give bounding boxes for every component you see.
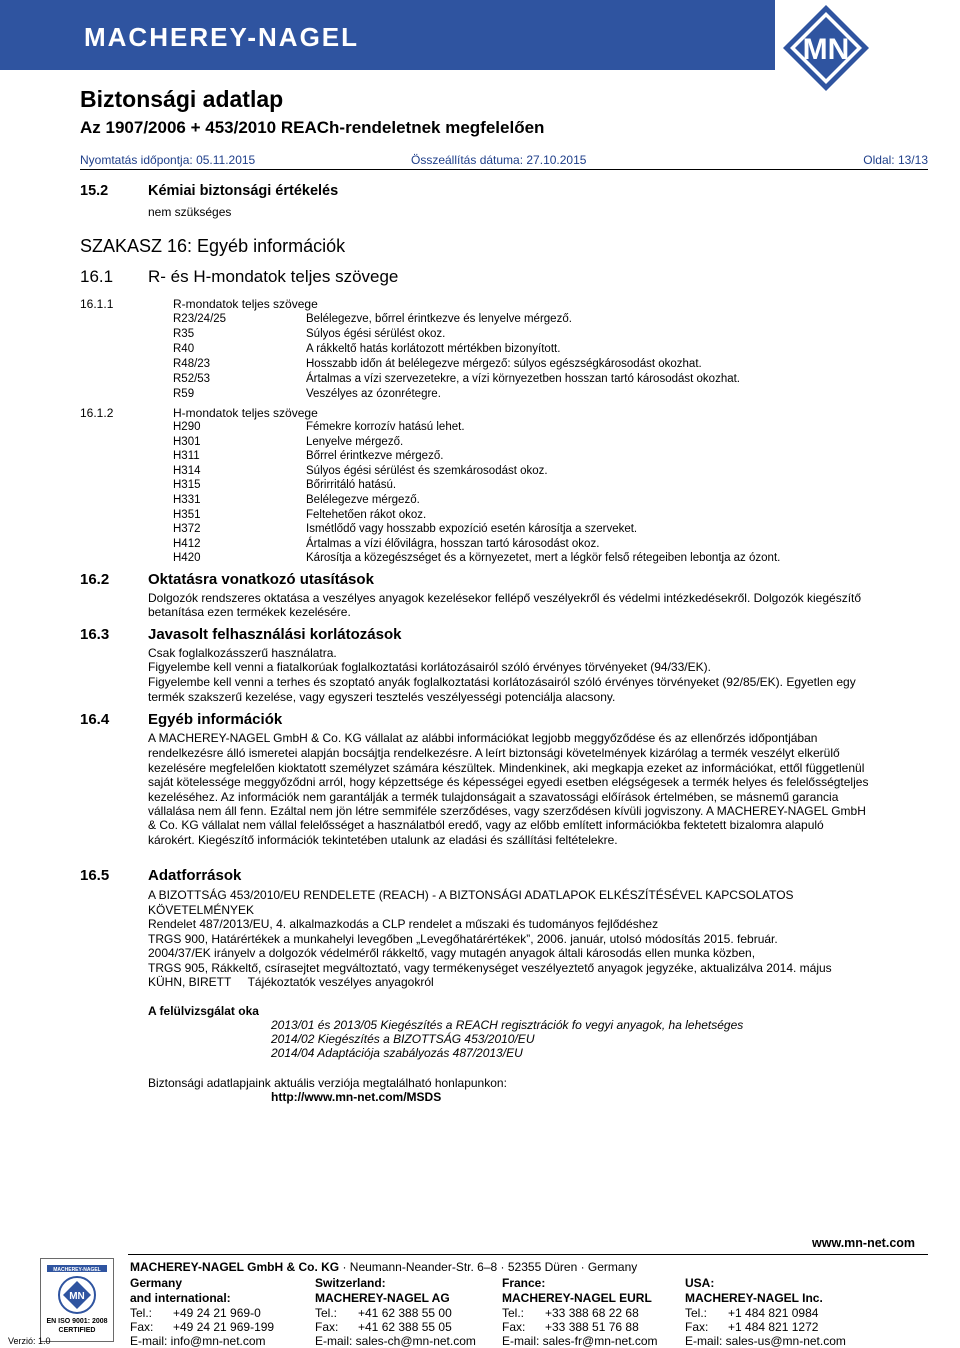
- footer-col-subheading: MACHEREY-NAGEL Inc.: [685, 1291, 823, 1305]
- iso-certificate-badge: [40, 1258, 114, 1342]
- h-phrase-text: Súlyos égési sérülést és szemkárosodást okoz.: [306, 464, 548, 477]
- h-phrase-text: Bőrrel érintkezve mérgező.: [306, 450, 444, 463]
- section-16-5-line: KÜHN, BIRETT Tájékoztatók veszélyes anyagokról: [148, 975, 434, 989]
- footer-fax: +1 484 821 1272: [728, 1320, 819, 1334]
- section-16-4-title: Egyéb információk: [148, 711, 283, 728]
- r-phrase-code: R35: [173, 328, 195, 340]
- page-subtitle: Az 1907/2006 + 453/2010 REACh-rendeletnek megfelelően: [80, 118, 545, 137]
- section-16-5-line: TRGS 900, Határértékek a munkahelyi levegőben „Levegőhatárértékek”, 2006. január, utolsó módosítás 2015. február.: [148, 932, 778, 946]
- footer-fax-label: Fax:: [502, 1320, 526, 1334]
- section-16-5-line: TRGS 905, Rákkeltő, csírasejtet megváltoztató, vagy termékenységet veszélyeztető anyagok jegyzéke, aktualizálva 2014. május: [148, 961, 832, 975]
- r-phrase-code: R48/23: [173, 358, 211, 370]
- website-text: Biztonsági adatlapjaink aktuális verziója megtalálható honlapunkon:: [148, 1076, 507, 1090]
- r-phrase-code: R59: [173, 388, 195, 400]
- certificate-text: EN ISO 9001: 2008 CERTIFIED: [46, 1318, 108, 1334]
- section-16-4-line: vállalása nem áll fenn. Ezáltal nem jön létre semmiféle szerződéses, vagy szerződésen kívüli jogviszony. A MACHEREY-NAGEL GmbH: [148, 804, 866, 818]
- section-16-4-line: saját kötelessége meggyőződni arról, hogy képzettsége és képességei egyedi esetben elégségesek a termék helyes és felelősségteljes: [148, 775, 869, 789]
- r-phrase-text: Hosszabb időn át belélegezve mérgező: súlyos egészségkárosodást okozhat.: [306, 358, 702, 370]
- section-16-4-line: A MACHEREY-NAGEL GmbH & Co. KG vállalat az alábbi információkat legjobb meggyőződése és az ellenőrzés időpontjában: [148, 731, 818, 745]
- footer-address-line: [130, 1260, 637, 1274]
- footer-tel: +33 388 68 22 68: [545, 1306, 639, 1320]
- footer-divider: [128, 1254, 928, 1255]
- h-phrase-code: H311: [173, 450, 200, 463]
- footer-email[interactable]: E-mail: sales-fr@mn-net.com: [502, 1334, 658, 1348]
- footer-email[interactable]: E-mail: sales-us@mn-net.com: [685, 1334, 846, 1348]
- h-phrase-text: Feltehetően rákot okoz.: [306, 508, 427, 521]
- review-item: 2014/04 Adaptációja szabályozás 487/2013/EU: [271, 1046, 523, 1060]
- r-phrase-text: Súlyos égési sérülést okoz.: [306, 328, 446, 340]
- header-divider: [80, 169, 928, 170]
- r-phrase-text: A rákkeltő hatás korlátozott mértékben bizonyított.: [306, 343, 561, 355]
- footer-tel-label: Tel.:: [502, 1306, 525, 1320]
- section-16-3-number: 16.3: [80, 626, 110, 643]
- msds-link[interactable]: http://www.mn-net.com/MSDS: [271, 1090, 442, 1104]
- svg-text:MACHEREY-NAGEL: MACHEREY-NAGEL: [53, 1267, 101, 1273]
- r-phrase-code: R40: [173, 343, 195, 355]
- footer-fax-label: Fax:: [685, 1320, 709, 1334]
- review-item: 2014/02 Kiegészítés a BIZOTTSÁG 453/2010/EU: [271, 1032, 535, 1046]
- footer-tel-label: Tel.:: [130, 1306, 153, 1320]
- section-16-2-line: betanítása ezen termékek kezelésére.: [148, 605, 351, 619]
- h-phrase-text: Ártalmas a vízi élővilágra, hosszan tartó károsodást okoz.: [306, 537, 600, 550]
- section-16-title: SZAKASZ 16: Egyéb információk: [80, 236, 346, 256]
- section-16-2-line: Dolgozók rendszeres oktatása a veszélyes anyagok kezelésekor fellépő veszélyekről és védelmi intézkedésekről. Dolgozók kiegészítő: [148, 591, 862, 605]
- r-phrase-text: Belélegezve, bőrrel érintkezve és lenyelve mérgező.: [306, 313, 572, 325]
- section-16-1-1-number: 16.1.1: [80, 297, 114, 311]
- footer-fax: +49 24 21 969-199: [173, 1320, 275, 1334]
- section-16-1-title: R- és H-mondatok teljes szövege: [148, 267, 399, 286]
- h-phrase-code: H301: [173, 435, 201, 448]
- section-16-2-number: 16.2: [80, 571, 110, 588]
- section-16-5-line: KÖVETELMÉNYEK: [148, 903, 255, 917]
- review-label: A felülvizsgálat oka: [148, 1004, 259, 1018]
- page-title: Biztonsági adatlap: [80, 86, 284, 112]
- h-phrase-code: H314: [173, 464, 201, 477]
- h-phrase-code: H372: [173, 523, 201, 536]
- footer-website[interactable]: www.mn-net.com: [812, 1236, 916, 1250]
- footer-col-heading: France:: [502, 1276, 546, 1290]
- mn-logo-icon: [780, 2, 872, 94]
- section-16-5-line: 2004/37/EK irányelv a dolgozók védelméről rákkeltő, vagy mutagén anyagok általi károsodás ellen munka közben,: [148, 946, 756, 960]
- section-16-3-line: termék szakszerű kezelése, vagy egyszeri tesztelés veszélyességi potenciálja alacsony.: [148, 690, 616, 704]
- section-16-1-2-number: 16.1.2: [80, 406, 114, 420]
- h-phrase-code: H315: [173, 479, 201, 492]
- section-16-1-number: 16.1: [80, 267, 114, 286]
- footer-col-subheading: and international:: [130, 1291, 231, 1305]
- page-number: Oldal: 13/13: [863, 153, 928, 167]
- h-phrase-text: Ismétlődő vagy hosszabb expozíció esetén károsítja a szerveket.: [306, 523, 638, 536]
- brand-name: MACHEREY-NAGEL: [84, 22, 360, 52]
- section-16-2-title: Oktatásra vonatkozó utasítások: [148, 571, 374, 588]
- footer-col-subheading: MACHEREY-NAGEL EURL: [502, 1291, 652, 1305]
- review-item: 2013/01 és 2013/05 Kiegészítés a REACH regisztrációk fo vegyi anyagok, ha lehetséges: [271, 1018, 744, 1032]
- section-16-4-number: 16.4: [80, 711, 110, 728]
- compile-date: Összeállítás dátuma: 27.10.2015: [411, 153, 587, 167]
- section-15-2-title: Kémiai biztonsági értékelés: [148, 183, 339, 199]
- footer-col-heading: Switzerland:: [315, 1276, 386, 1290]
- footer-fax: +33 388 51 76 88: [545, 1320, 639, 1334]
- footer-tel-label: Tel.:: [315, 1306, 338, 1320]
- svg-text:MN: MN: [69, 1291, 85, 1302]
- r-phrase-code: R23/24/25: [173, 313, 227, 325]
- section-16-3-line: Csak foglalkozásszerű használatra.: [148, 646, 337, 660]
- footer-fax-label: Fax:: [130, 1320, 154, 1334]
- r-phrase-text: Veszélyes az ózonrétegre.: [306, 388, 441, 400]
- section-16-4-line: kezeléséhez. Az információk nem garantálják a termék tulajdonságait a szavatossági előírások értelmében, se másnemű garancia: [148, 790, 839, 804]
- h-phrase-code: H420: [173, 552, 201, 565]
- footer-tel: +1 484 821 0984: [728, 1306, 819, 1320]
- section-16-4-line: & Co. KG vállalat nem vállal felelősséget a használatból eredő, vagy az előbb említett információkba fektetett bizalomra alapuló: [148, 818, 824, 832]
- footer-col-heading: USA:: [685, 1276, 715, 1290]
- section-16-5-number: 16.5: [80, 867, 110, 884]
- footer-address: · Neumann-Neander-Str. 6–8 · 52355 Düren · Germany: [339, 1260, 638, 1274]
- section-16-3-title: Javasolt felhasználási korlátozások: [148, 626, 402, 643]
- footer-email[interactable]: E-mail: sales-ch@mn-net.com: [315, 1334, 476, 1348]
- print-date: Nyomtatás időpontja: 05.11.2015: [80, 153, 256, 167]
- h-phrase-code: H412: [173, 537, 201, 550]
- footer-email[interactable]: E-mail: info@mn-net.com: [130, 1334, 266, 1348]
- section-16-4-line: károkért. Kiegészítő információk tekintetében utalunk az eladási és szállítási feltételekre.: [148, 833, 618, 847]
- footer-fax-label: Fax:: [315, 1320, 339, 1334]
- footer-col-heading: Germany: [130, 1276, 183, 1290]
- h-phrase-code: H331: [173, 494, 201, 506]
- section-16-3-line: Figyelembe kell venni a fiatalkorúak foglalkoztatási korlátozásairól szóló érvényes törvényeket (94/33/EK).: [148, 660, 711, 674]
- section-16-3-line: Figyelembe kell venni a terhes és szoptató anyák foglalkoztatási korlátozásairól szóló érvényes törvényeket (92/85/EK). Egyetlen egy: [148, 675, 856, 689]
- r-phrase-code: R52/53: [173, 373, 211, 385]
- brand-header-bar: [0, 0, 775, 70]
- section-15-2-number: 15.2: [80, 183, 109, 199]
- section-16-5-line: Rendelet 487/2013/EU, 4. alkalmazkodás a CLP rendelet a műszaki és tudományos fejlődéshez: [148, 917, 659, 931]
- section-16-4-line: rendelkezésre álló ismeretei alapján bocsájtja rendelkezésre. A leírt biztonsági követelmények kizárólag a termék veszélyt elkerülő: [148, 746, 840, 760]
- footer-tel: +49 24 21 969-0: [173, 1306, 261, 1320]
- footer-tel-label: Tel.:: [685, 1306, 708, 1320]
- footer-col-subheading: MACHEREY-NAGEL AG: [315, 1291, 450, 1305]
- h-phrase-text: Fémekre korrozív hatású lehet.: [306, 421, 465, 433]
- h-phrase-text: Bőrirritáló hatású.: [306, 479, 397, 492]
- section-15-2-text: nem szükséges: [148, 205, 232, 219]
- section-16-1-2-title: H-mondatok teljes szövege: [173, 406, 318, 420]
- footer-company: MACHEREY-NAGEL GmbH & Co. KG: [130, 1260, 340, 1274]
- h-phrase-code: H290: [173, 421, 201, 433]
- r-phrase-text: Ártalmas a vízi szervezetekre, a vízi környezetben hosszan tartó károsodást okozhat.: [306, 373, 741, 385]
- h-phrase-code: H351: [173, 508, 201, 521]
- version-label: Verzió: 1.0: [8, 1336, 51, 1346]
- logo-text: MN: [802, 33, 850, 66]
- h-phrase-text: Belélegezve mérgező.: [306, 494, 420, 506]
- section-16-5-title: Adatforrások: [148, 867, 242, 884]
- section-16-4-line: kezelésére megfelelően kioktatott személyzet számára készültek. Mindenkinek, aki megkapja ezeket az információkat, ettől függetlenül: [148, 761, 865, 775]
- footer-tel: +41 62 388 55 00: [358, 1306, 452, 1320]
- footer-fax: +41 62 388 55 05: [358, 1320, 452, 1334]
- section-16-5-line: A BIZOTTSÁG 453/2010/EU RENDELETE (REACH) - A BIZTONSÁGI ADATLAPOK ELKÉSZÍTÉSÉVEL KAPCSOLATOS: [148, 888, 794, 902]
- h-phrase-text: Károsítja a közegészséget és a környezetet, mert a légkör felső rétegeiben lebontja az ózont.: [306, 552, 781, 565]
- section-16-1-1-title: R-mondatok teljes szövege: [173, 297, 318, 311]
- h-phrase-text: Lenyelve mérgező.: [306, 435, 404, 448]
